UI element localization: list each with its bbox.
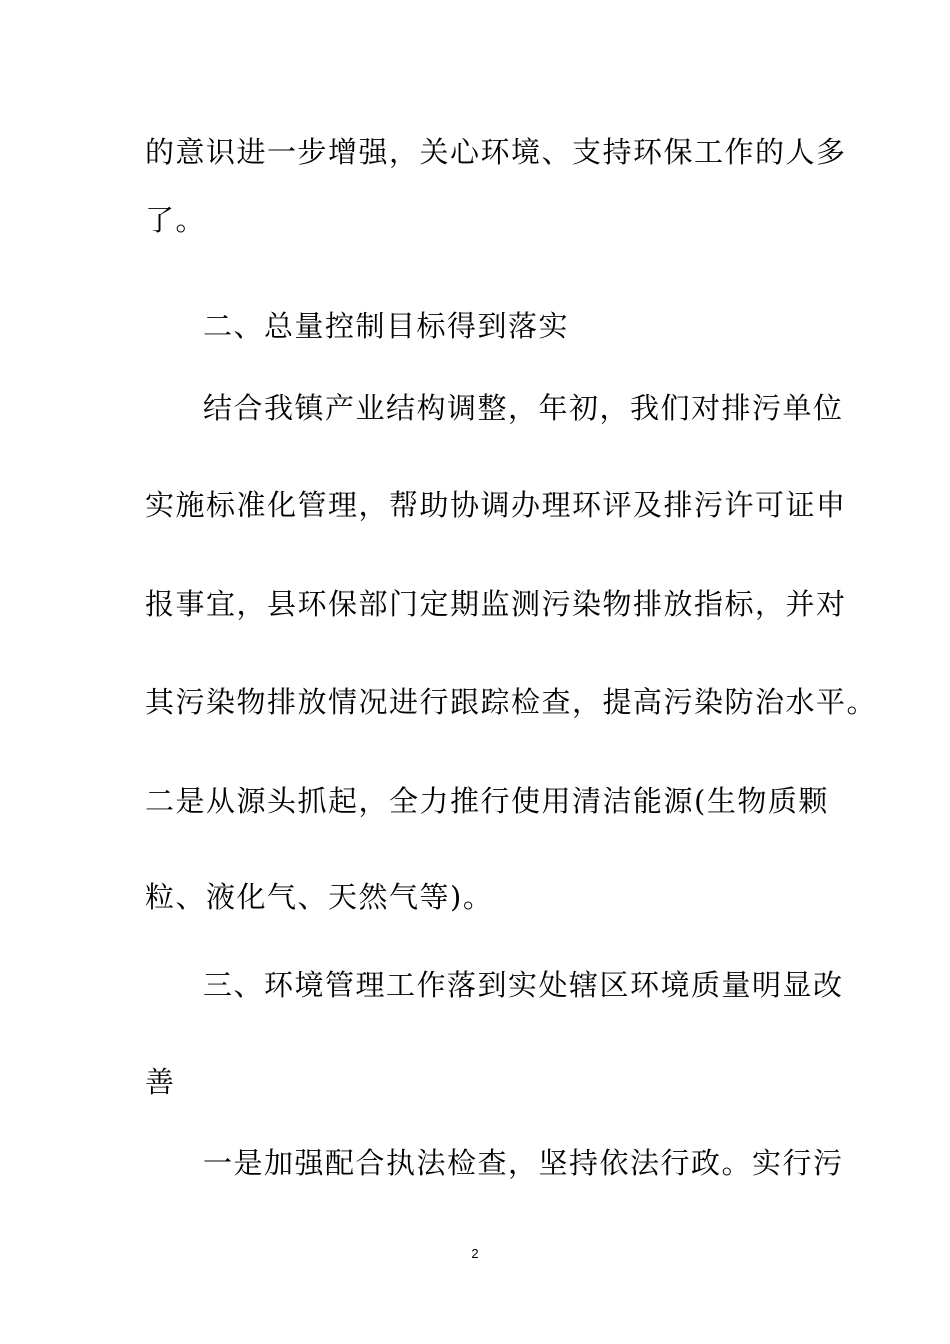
section-heading-continued: 善 [145,1065,176,1099]
paragraph-first-line: 结合我镇产业结构调整，年初，我们对排污单位 [203,391,844,425]
body-text-line: 粒、液化气、天然气等)。 [145,880,494,914]
body-text-line: 的意识进一步增强，关心环境、支持环保工作的人多 [145,135,847,169]
page-number: 2 [471,1246,479,1261]
body-text-line: 实施标准化管理，帮助协调办理环评及排污许可证申 [145,488,847,522]
body-text-line: 了。 [145,203,207,237]
body-text-line: 二是从源头抓起，全力推行使用清洁能源(生物质颗 [145,784,829,818]
section-heading: 三、环境管理工作落到实处辖区环境质量明显改 [203,968,844,1002]
paragraph-first-line: 一是加强配合执法检查，坚持依法行政。实行污 [203,1146,844,1180]
body-text-line: 报事宜，县环保部门定期监测污染物排放指标，并对 [145,587,847,621]
body-text-line: 其污染物排放情况进行跟踪检查，提高污染防治水平。 [145,685,878,719]
section-heading: 二、总量控制目标得到落实 [203,309,570,343]
